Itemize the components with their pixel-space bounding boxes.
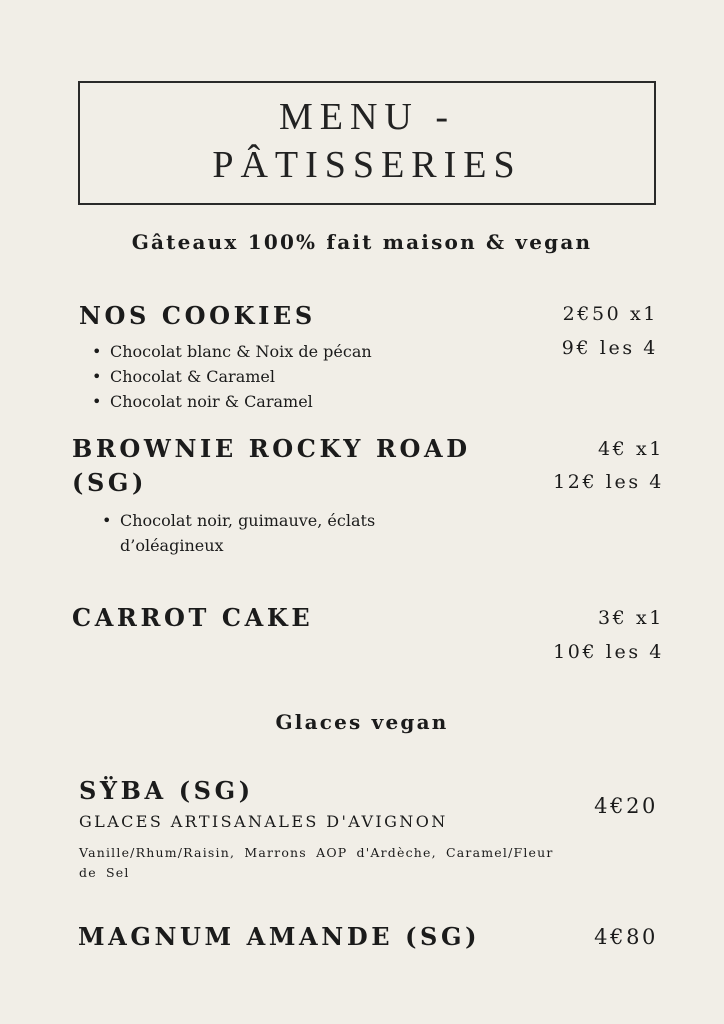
magnum-price: 4€80 [594, 925, 658, 949]
brownie-title: BROWNIE ROCKY ROAD (SG) [72, 434, 471, 497]
cookies-title: NOS COOKIES [79, 301, 316, 330]
syba-price: 4€20 [594, 794, 658, 818]
cookies-price-four: 9€ les 4 [561, 337, 658, 359]
cookies-flavor-item: • Chocolat & Caramel [88, 364, 372, 389]
magnum-title: MAGNUM AMANDE (SG) [78, 922, 481, 951]
glaces-heading: Glaces vegan [275, 710, 449, 734]
cookies-price-single: 2€50 x1 [562, 303, 658, 325]
menu-title-line1: MENU - [278, 96, 456, 138]
carrot-cake-price-four: 10€ les 4 [553, 641, 664, 663]
menu-subtitle: Gâteaux 100% fait maison & vegan [131, 230, 593, 254]
brownie-price-four: 12€ les 4 [553, 471, 664, 493]
syba-flavors: Vanille/Rhum/Raisin, Marrons AOP d'Ardèche, Caramel/Fleur de Sel [79, 845, 554, 880]
menu-title-line2: PÂTISSERIES [212, 144, 522, 186]
brownie-description: • Chocolat noir, guimauve, éclats d’oléagineux [98, 508, 418, 558]
cookies-flavor-list [88, 339, 372, 414]
carrot-cake-price-single: 3€ x1 [597, 607, 664, 629]
cookies-flavor-item: • Chocolat noir & Caramel [88, 389, 372, 414]
menu-title-box [78, 81, 656, 205]
syba-title: SŸBA (SG) [79, 776, 254, 805]
carrot-cake-title: CARROT CAKE [72, 603, 314, 632]
cookies-flavor-item: • Chocolat blanc & Noix de pécan [88, 339, 372, 364]
brownie-price-single: 4€ x1 [597, 438, 664, 460]
syba-subtitle: GLACES ARTISANALES D'AVIGNON [79, 812, 448, 831]
brownie-description-list [98, 508, 418, 558]
